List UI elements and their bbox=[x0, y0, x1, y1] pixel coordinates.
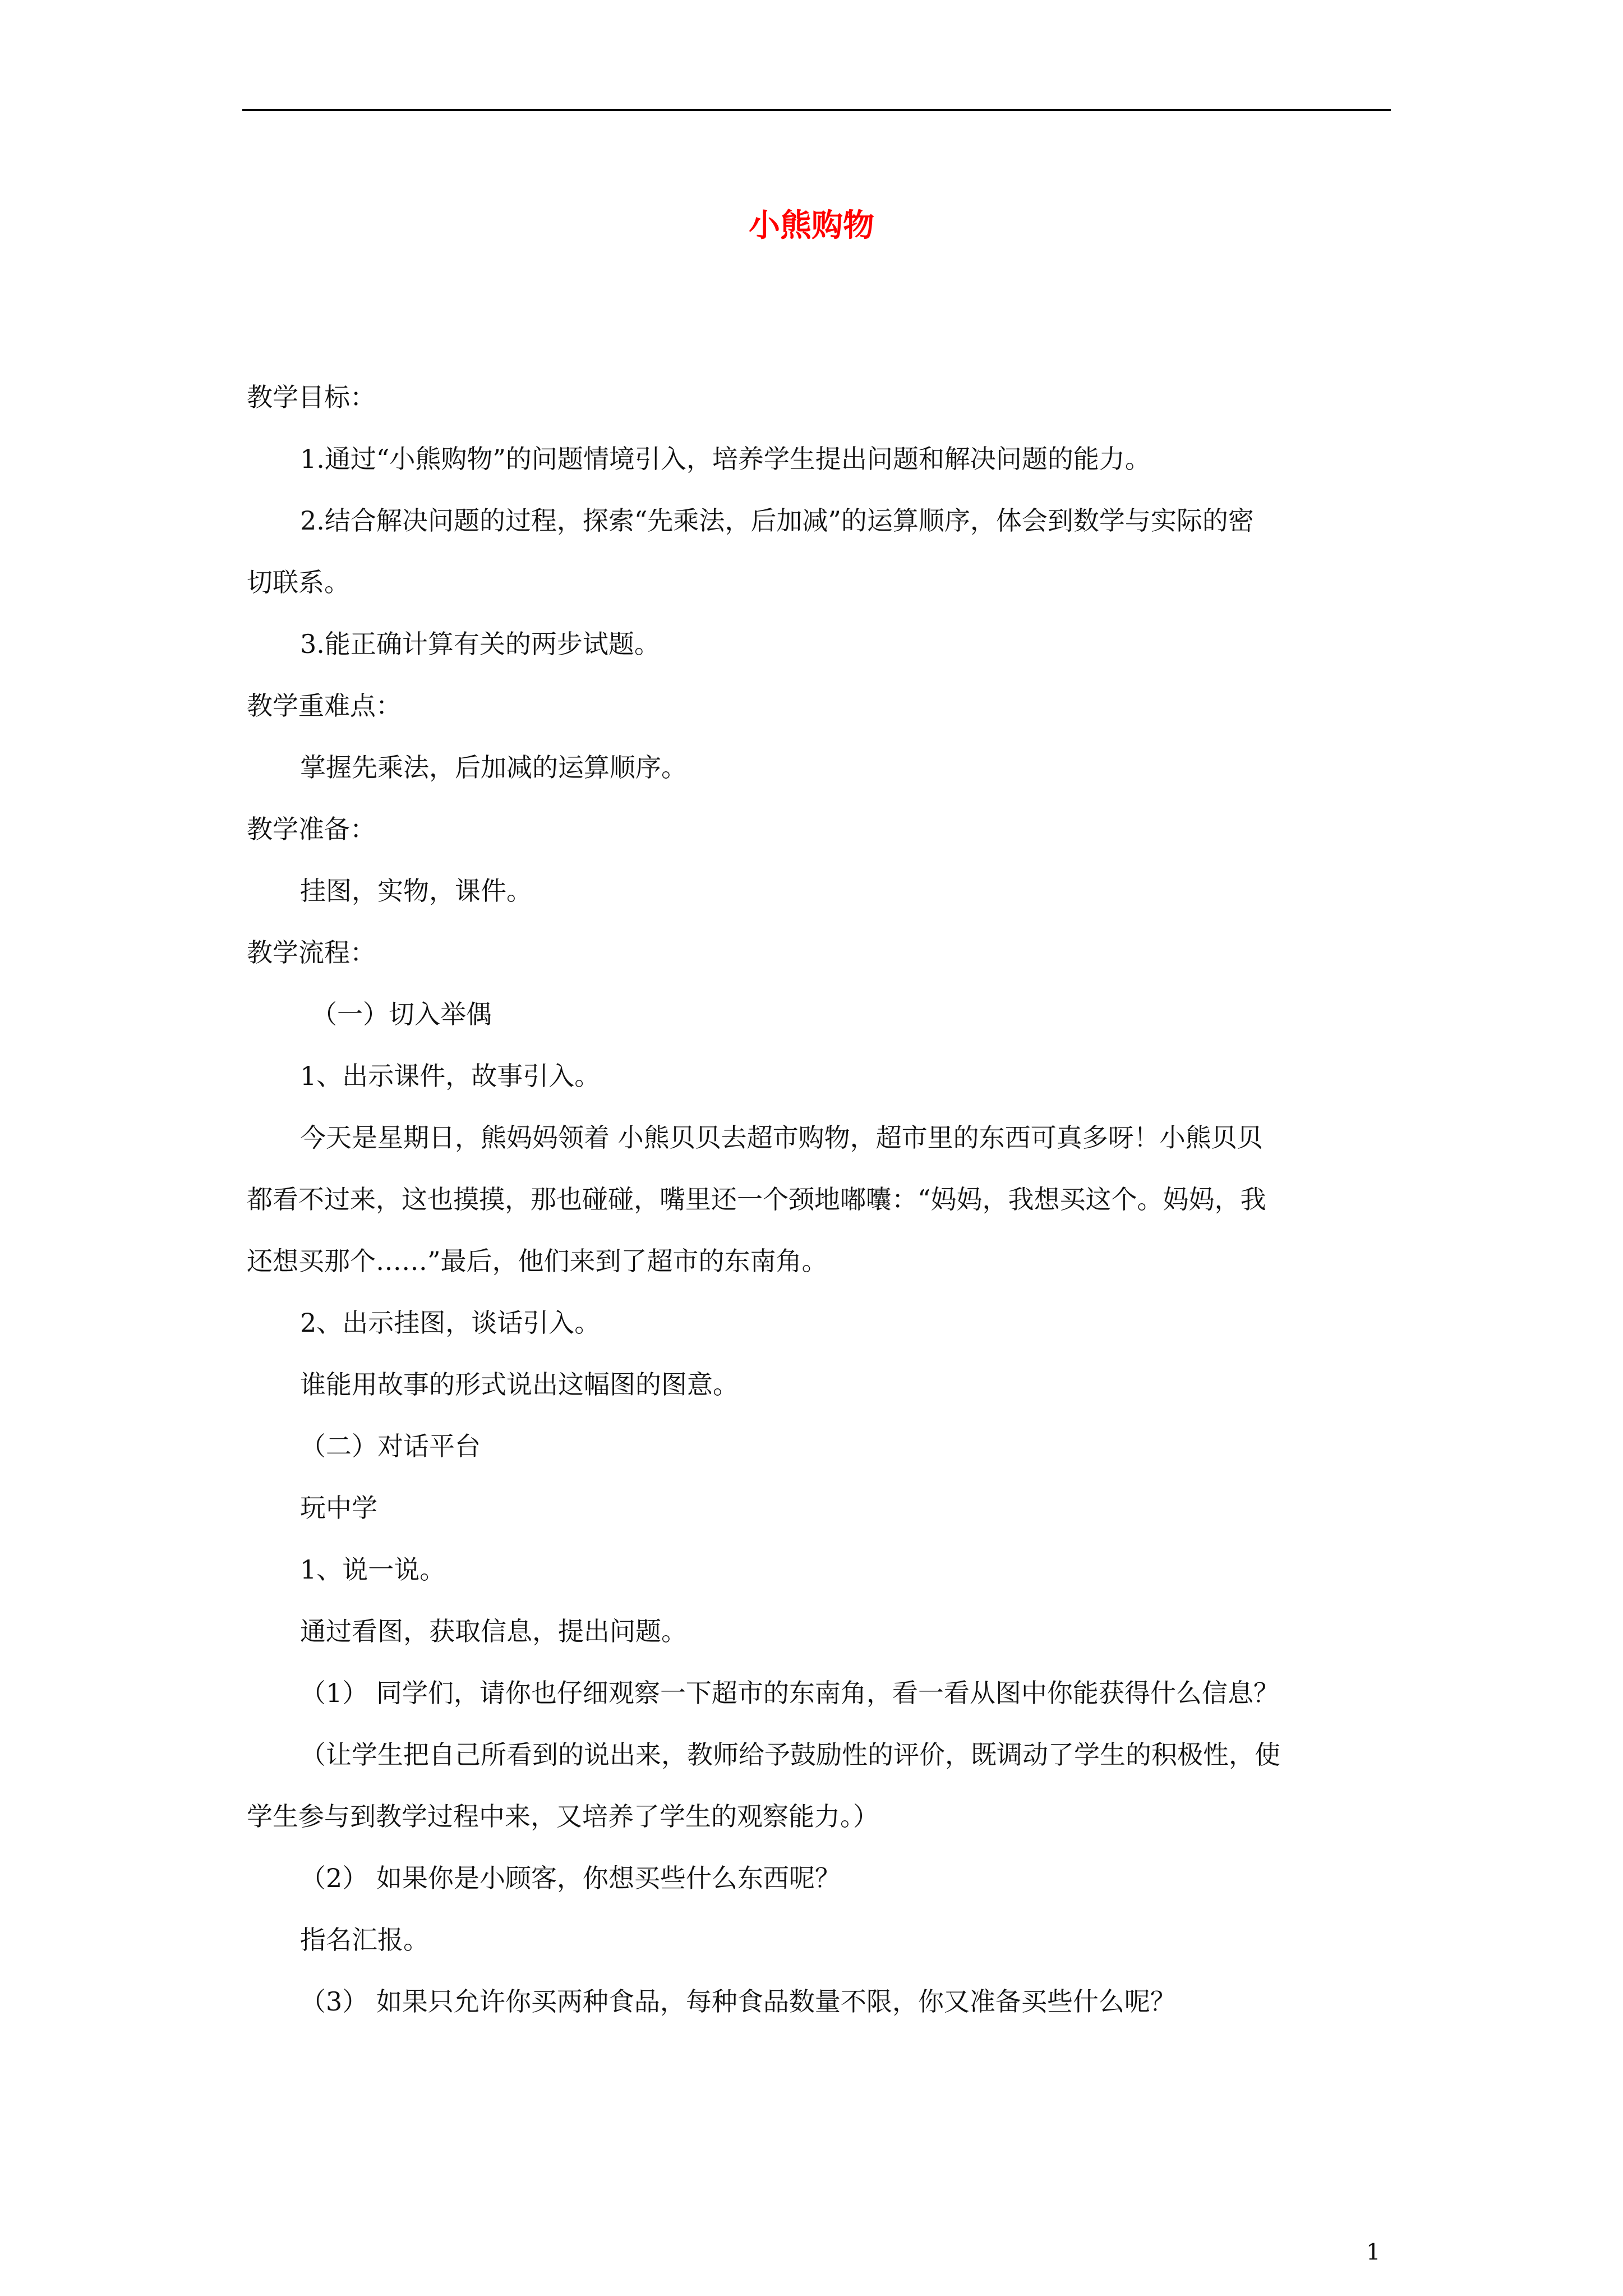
story-paragraph-line-2: 都看不过来，这也摸摸，那也碰碰，嘴里还一个颈地嘟囔：“妈妈，我想买这个。妈妈，我 bbox=[247, 1184, 1266, 1214]
objective-1: 1.通过“小熊购物”的问题情境引入，培养学生提出问题和解决问题的能力。 bbox=[300, 444, 1151, 474]
subsection-1-heading: （一）切入举偶 bbox=[311, 999, 492, 1029]
question-1-note-line-1: （让学生把自己所看到的说出来，教师给予鼓励性的评价，既调动了学生的积极性，使 bbox=[300, 1740, 1280, 1770]
question-2-followup: 指名汇报。 bbox=[300, 1925, 429, 1955]
step-1: 1、出示课件，故事引入。 bbox=[300, 1061, 601, 1091]
section-heading-preparation: 教学准备： bbox=[247, 814, 376, 844]
question-3: （3） 如果只允许你买两种食品，每种食品数量不限，你又准备买些什么呢？ bbox=[300, 1986, 1176, 2017]
subsection-2-heading: （二）对话平台 bbox=[300, 1431, 481, 1461]
section-heading-objectives: 教学目标： bbox=[247, 382, 376, 412]
document-title: 小熊购物 bbox=[749, 208, 874, 244]
page-number: 1 bbox=[1366, 2239, 1381, 2265]
section-heading-key-points: 教学重难点： bbox=[247, 691, 402, 721]
objective-2-continued: 切联系。 bbox=[247, 567, 350, 597]
preparation-text: 挂图，实物，课件。 bbox=[300, 876, 532, 906]
objective-2: 2.结合解决问题的过程，探索“先乘法，后加减”的运算顺序，体会到数学与实际的密 bbox=[300, 505, 1254, 536]
header-rule bbox=[242, 109, 1391, 111]
say-it-heading: 1、说一说。 bbox=[300, 1554, 446, 1585]
section-heading-process: 教学流程： bbox=[247, 937, 376, 968]
question-2: （2） 如果你是小顾客，你想买些什么东西呢？ bbox=[300, 1863, 841, 1893]
question-1-note-line-2: 学生参与到教学过程中来，又培养了学生的观察能力。） bbox=[247, 1801, 879, 1832]
play-and-learn-heading: 玩中学 bbox=[300, 1493, 377, 1523]
step-2-text: 谁能用故事的形式说出这幅图的图意。 bbox=[300, 1369, 739, 1400]
key-points-text: 掌握先乘法，后加减的运算顺序。 bbox=[300, 752, 687, 783]
question-1: （1） 同学们，请你也仔细观察一下超市的东南角，看一看从图中你能获得什么信息？ bbox=[300, 1678, 1279, 1708]
say-it-text: 通过看图，获取信息，提出问题。 bbox=[300, 1616, 687, 1646]
story-paragraph-line-1: 今天是星期日，熊妈妈领着 小熊贝贝去超市购物，超市里的东西可真多呀！小熊贝贝 bbox=[300, 1122, 1263, 1153]
step-2: 2、出示挂图，谈话引入。 bbox=[300, 1308, 601, 1338]
objective-3: 3.能正确计算有关的两步试题。 bbox=[300, 629, 660, 659]
story-paragraph-line-3: 还想买那个……”最后，他们来到了超市的东南角。 bbox=[247, 1246, 828, 1276]
